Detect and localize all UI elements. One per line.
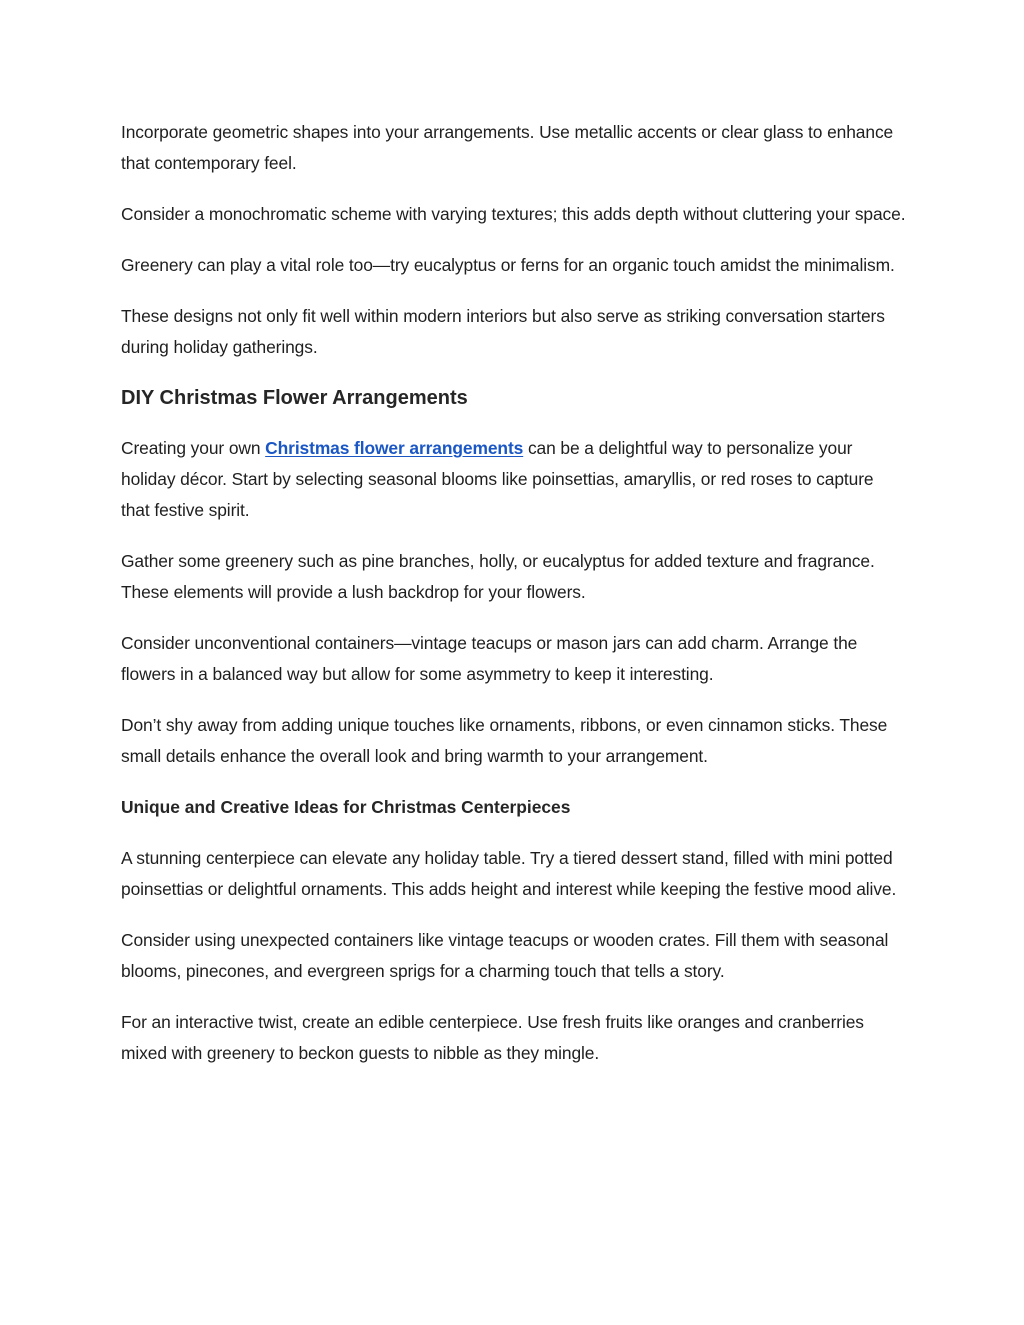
paragraph-greenery-role: Greenery can play a vital role too—try eucalyptus or ferns for an organic touch amidst the minimalism. (121, 255, 895, 275)
paragraph-modern-interiors: These designs not only fit well within modern interiors but also serve as striking conversation starters during holiday gatherings. (121, 306, 885, 357)
christmas-flower-arrangements-link[interactable]: Christmas flower arrangements (265, 438, 524, 458)
heading-creative-centerpieces: Unique and Creative Ideas for Christmas Centerpieces (121, 797, 571, 817)
paragraph-unexpected-containers: Consider using unexpected containers like vintage teacups or wooden crates. Fill them with seasonal blooms, pinecones, and evergreen sprigs for a charming touch that tells a story. (121, 930, 889, 981)
paragraph-geometric-shapes: Incorporate geometric shapes into your arrangements. Use metallic accents or clear glass to enhance that contemporary feel. (121, 122, 894, 173)
diy-intro-after-link: can be a delightful way to personalize your holiday décor. Start by selecting seasonal blooms like poinsettias, amaryllis, or red roses to capture that festive spirit. (121, 438, 874, 520)
paragraph-unconventional-containers: Consider unconventional containers—vintage teacups or mason jars can add charm. Arrange the flowers in a balanced way but allow for some asymmetry to keep it interesting. (121, 633, 858, 684)
paragraph-edible-centerpiece: For an interactive twist, create an edible centerpiece. Use fresh fruits like oranges and cranberries mixed with greenery to beckon guests to nibble as they mingle. (121, 1012, 864, 1063)
paragraph-monochromatic-scheme: Consider a monochromatic scheme with varying textures; this adds depth without cluttering your space. (121, 204, 906, 224)
paragraph-unique-touches: Don’t shy away from adding unique touches like ornaments, ribbons, or even cinnamon sticks. These small details enhance the overall look and bring warmth to your arrangement. (121, 715, 888, 766)
heading-diy-arrangements: DIY Christmas Flower Arrangements (121, 387, 468, 409)
paragraph-diy-intro (121, 433, 906, 526)
diy-intro-before-link: Creating your own (121, 438, 266, 458)
article-body (121, 117, 906, 1089)
paragraph-gather-greenery: Gather some greenery such as pine branches, holly, or eucalyptus for added texture and fragrance. These elements will provide a lush backdrop for your flowers. (121, 551, 875, 602)
paragraph-stunning-centerpiece: A stunning centerpiece can elevate any holiday table. Try a tiered dessert stand, filled with mini potted poinsettias or delightful ornaments. This adds height and interest while keeping the festive mood alive. (121, 848, 897, 899)
